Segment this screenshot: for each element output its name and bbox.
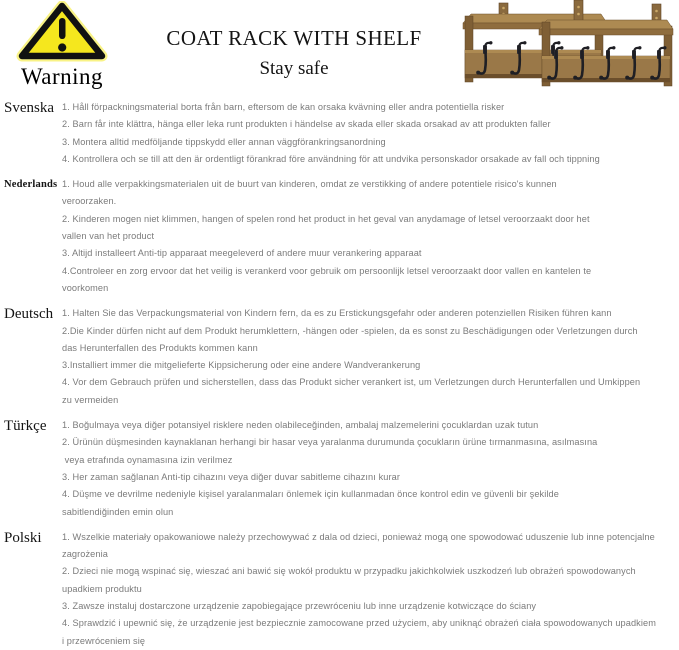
section-svenska <box>0 99 679 168</box>
warning-lines <box>62 176 679 297</box>
language-label: Svenska <box>4 100 54 116</box>
warning-text-line: 3. Altijd installeert Anti-tip apparaat meegeleverd of andere muur verankering apparaat <box>62 248 422 259</box>
warning-text-line: 3. Her zaman sağlanan Anti-tip cihazını veya diğer duvar sabitleme cihazını kurar <box>62 471 400 482</box>
warning-text-line: 2. Dzieci nie mogą wspinać się, wieszać ani bawić się wokół produktu w przypadku jakichkolwiek uszkodzeń lub obrażeń spowodowanych <box>62 566 636 577</box>
warning-symbol-block <box>4 1 120 90</box>
warning-text-line: i przewróceniem się <box>62 635 146 646</box>
language-label: Nederlands <box>4 179 58 191</box>
warning-text-line: veya etrafında oynamasına izin verilmez <box>62 454 233 465</box>
warning-text-line: voorkomen <box>62 282 109 293</box>
warning-text-line: 2. Kinderen mogen niet klimmen, hangen of spelen rond het product in het geval van anydamage of letsel veroorzaakt door het <box>62 213 590 224</box>
language-label: Polski <box>4 529 42 546</box>
page-header <box>0 0 679 95</box>
warning-text-line: 4. Düşme ve devrilme nedeniyle kişisel yaralanmaları önlemek için kullanmadan önce kontrol edin ve güvenli bir şekilde <box>62 489 559 500</box>
warning-text-line: 4. Sprawdzić i upewnić się, że urządzenie jest bezpiecznie zamocowane przed użyciem, aby uniknąć obrażeń ciała spowodowanych upadkiem <box>62 618 656 629</box>
page-subtitle: Stay safe <box>259 58 329 79</box>
warning-text-line: 2.Die Kinder dürfen nicht auf dem Produkt herumklettern, -hängen oder -spielen, da es sonst zu Beschädigungen oder Verletzungen durch <box>62 325 638 336</box>
warning-lines <box>62 417 679 521</box>
warning-text-line: 1. Houd alle verpakkingsmaterialen uit de buurt van kinderen, omdat ze verstikking of andere potentiele risico's kunnen <box>62 179 557 190</box>
section-deutsch <box>0 305 679 409</box>
warnings-list <box>0 95 679 650</box>
warning-label: Warning <box>20 64 104 89</box>
warning-text-line: 1. Wszelkie materiały opakowaniowe należy przechowywać z dala od dzieci, ponieważ mogą one spowodować uduszenie lub inne potencjalne <box>62 531 655 542</box>
warning-text-line: 4.Controleer en zorg ervoor dat het veilig is verankerd voor gebruik om persoonlijk letsel veroorzaakt door vallen en kantelen te <box>62 265 592 276</box>
section-turkce <box>0 417 679 521</box>
warning-triangle-icon <box>10 1 114 62</box>
section-nederlands <box>0 176 679 297</box>
coat-rack-product-image <box>455 0 679 95</box>
warning-text-line: 3. Zawsze instaluj dostarczone urządzenie zapobiegające przewróceniu lub inne urządzenie kotwiczące do ściany <box>62 601 537 612</box>
page-title: COAT RACK WITH SHELF <box>166 26 422 50</box>
warning-text-line: 4. Kontrollera och se till att den är ordentligt förankrad före användning för att undvika personskador orsakade av fall och tippning <box>62 153 600 164</box>
warning-text-line: sabitlendiğinden emin olun <box>62 506 174 517</box>
warning-text-line: 3.Installiert immer die mitgelieferte Kippsicherung oder eine andere Wandverankerung <box>62 360 421 371</box>
warning-text-line: 3. Montera alltid medföljande tippskydd eller annan väggförankringsanordning <box>62 136 386 147</box>
warning-text-line: 1. Boğulmaya veya diğer potansiyel risklere neden olabileceğinden, ambalaj malzemelerini çocuklardan uzak tutun <box>62 420 539 431</box>
warning-text-line: vallen van het product <box>62 231 155 242</box>
section-polski <box>0 529 679 650</box>
warning-lines <box>62 529 679 650</box>
warning-text-line: das Herunterfallen des Produkts kommen kann <box>62 342 258 353</box>
warning-text-line: 4. Vor dem Gebrauch prüfen und sicherstellen, dass das Produkt sicher verankert ist, um Verletzungen durch Herunterfallen und Umkippen <box>62 377 641 388</box>
warning-text-line: 2. Ürünün düşmesinden kaynaklanan herhangi bir hasar veya yaralanma durumunda çocukların ürüne tırmanmasına, asılmasına <box>62 437 598 448</box>
warning-text-line: upadkiem produktu <box>62 583 142 594</box>
warning-lines <box>62 99 679 168</box>
warning-text-line: zagrożenia <box>62 549 108 560</box>
warning-text-line: zu vermeiden <box>62 394 119 405</box>
language-label: Deutsch <box>4 306 54 323</box>
warning-text-line: 1. Håll förpackningsmaterial borta från barn, eftersom de kan orsaka kvävning eller andra potentiella risker <box>62 102 505 112</box>
warning-text-line: 1. Halten Sie das Verpackungsmaterial von Kindern fern, da es zu Erstickungsgefahr oder anderen potenziellen Risiken führen kann <box>62 308 612 319</box>
language-label: Türkçe <box>4 418 47 435</box>
warning-text-line: veroorzaken. <box>62 196 117 207</box>
title-block <box>126 26 462 80</box>
warning-text-line: 2. Barn får inte klättra, hänga eller leka runt produkten i händelse av skada eller skada orsakad av att produkten faller <box>62 119 551 130</box>
warning-lines <box>62 305 679 409</box>
